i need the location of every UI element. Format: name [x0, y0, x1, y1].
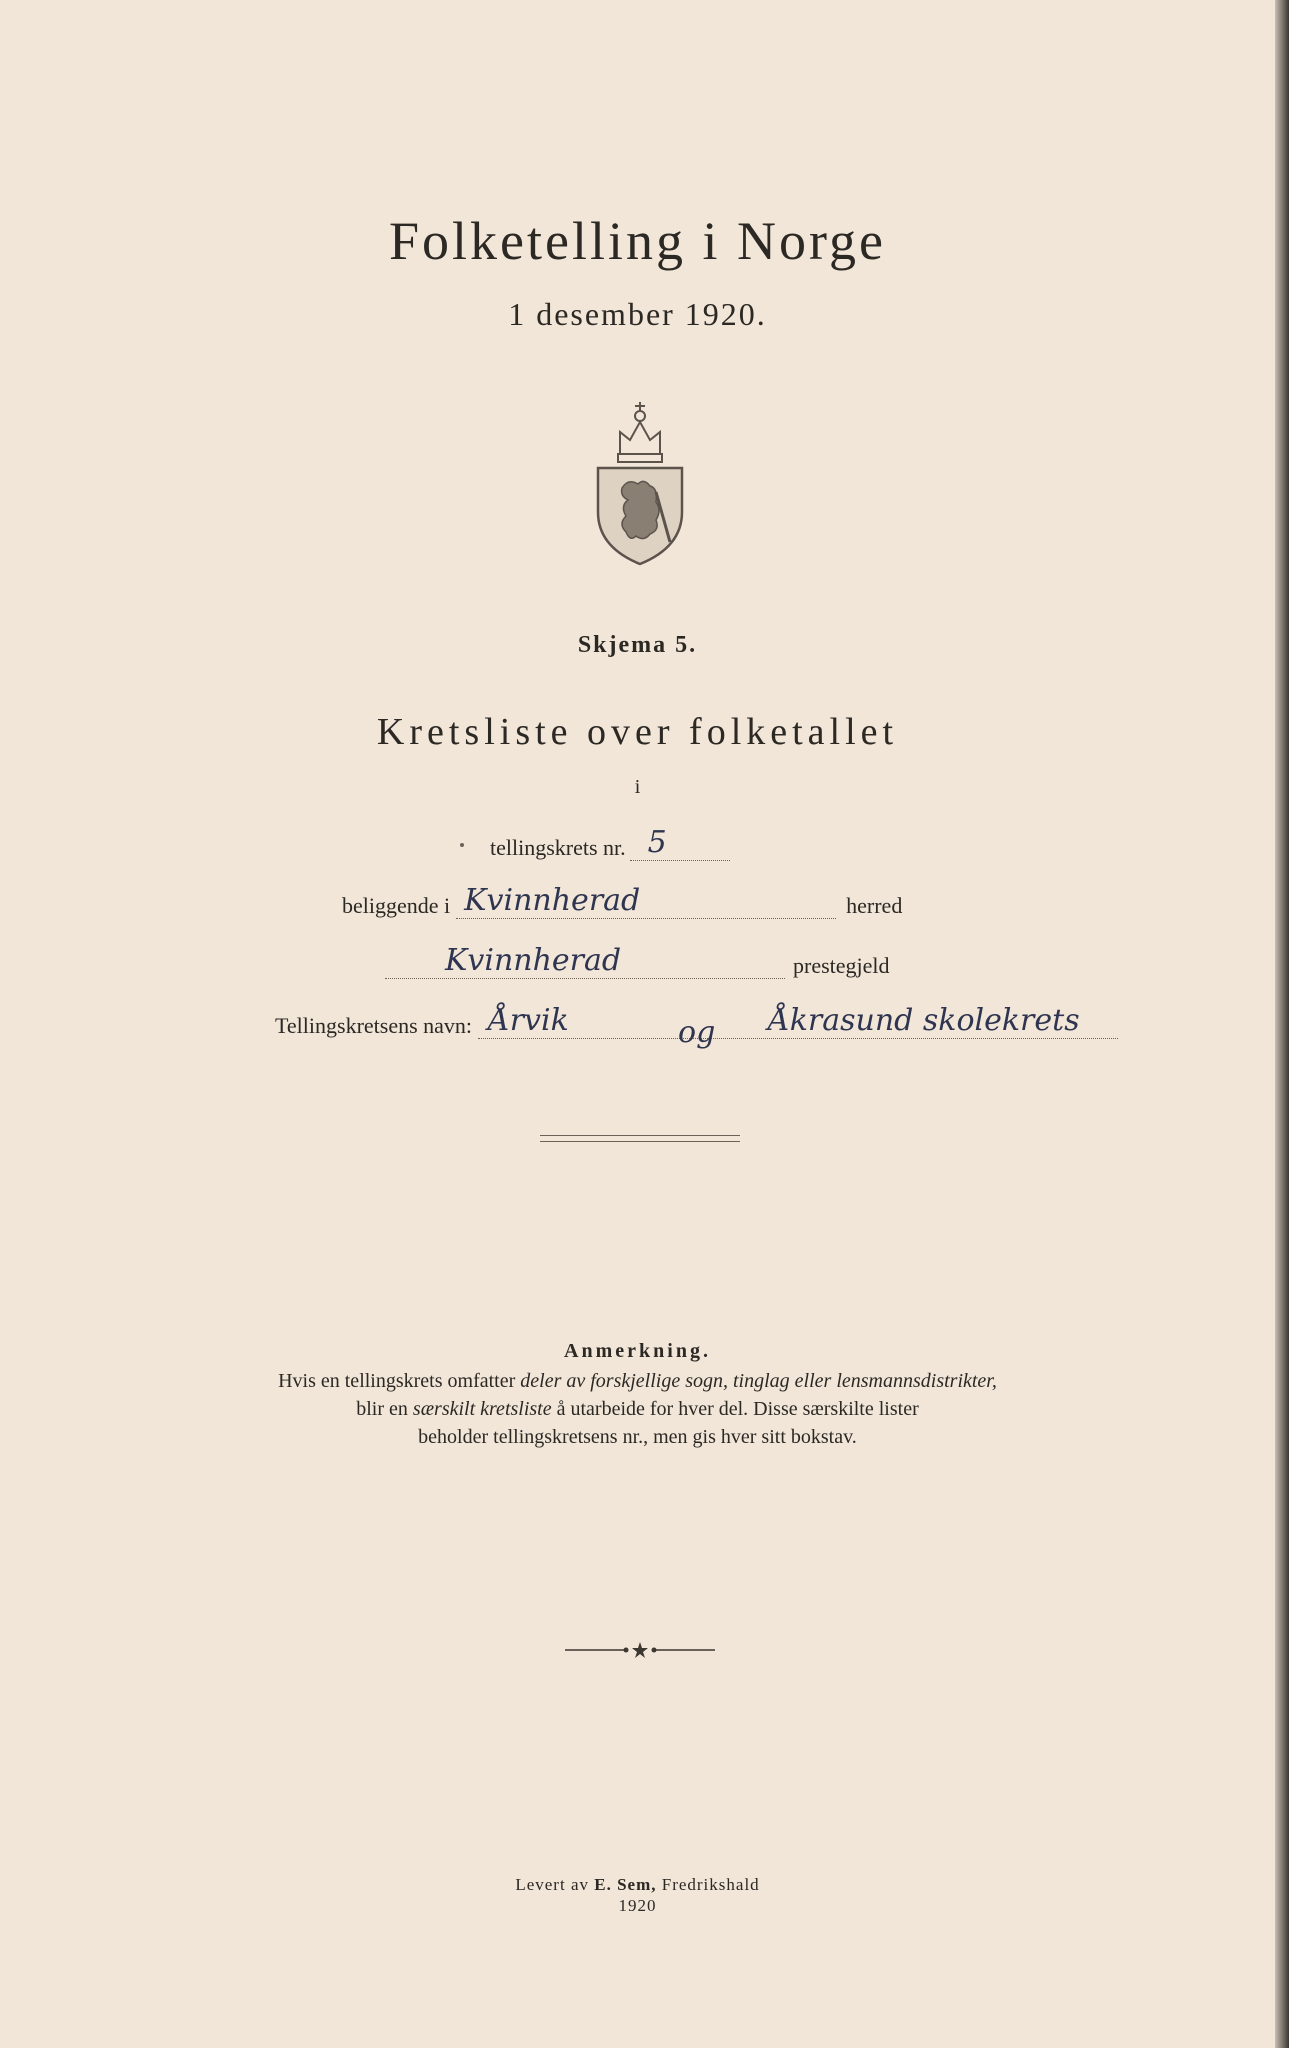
note-line-2-tail: å utarbeide for hver del. Disse særskilte lister	[551, 1398, 919, 1420]
double-divider-rule	[540, 1135, 740, 1142]
page-edge-shadow	[1275, 0, 1289, 2048]
norwegian-coat-of-arms-icon	[590, 392, 690, 572]
district-number-label: tellingskrets nr.	[490, 835, 626, 860]
municipality-field[interactable]	[456, 883, 836, 919]
district-name-row	[275, 1003, 1118, 1050]
note-line-1-emphasis: deler av forskjellige sogn, tinglag eller lensmannsdistrikter,	[520, 1370, 997, 1392]
form-title: Kretsliste over folketallet	[376, 711, 899, 753]
municipality-row	[342, 883, 903, 919]
note-heading: Anmerkning.	[564, 1340, 711, 1362]
note-line-2-emphasis: særskilt kretsliste	[412, 1398, 552, 1420]
district-name-label: Tellingskretsens navn:	[275, 1013, 473, 1038]
form-main-title: Folketelling i Norge	[389, 211, 886, 271]
located-in-label: beliggende i	[342, 893, 451, 918]
district-name-value-1: Årvik	[488, 1003, 569, 1038]
district-number-row	[490, 825, 730, 861]
parish-field[interactable]	[385, 943, 785, 979]
census-date: 1 desember 1920.	[508, 296, 767, 332]
parish-value: Kvinnherad	[445, 943, 622, 978]
printer-credit	[0, 1875, 1275, 1895]
district-name-value-3: Åkrasund skolekrets	[768, 1003, 1080, 1038]
district-number-field[interactable]	[630, 825, 730, 861]
note-line-3: beholder tellingskretsens nr., men gis hver sitt bokstav.	[418, 1426, 857, 1448]
district-name-value-2: og	[678, 1015, 716, 1050]
municipality-value: Kvinnherad	[464, 883, 641, 918]
note-line-1-text: Hvis en tellingskrets omfatter	[278, 1370, 521, 1392]
parish-row	[385, 943, 890, 979]
district-number-value: 5	[647, 825, 667, 860]
printer-place: Fredrikshald	[656, 1875, 760, 1894]
note-line-2	[0, 1395, 1275, 1423]
stray-ink-dot	[460, 843, 464, 847]
note-line-2-text: blir en	[356, 1398, 413, 1420]
district-name-field[interactable]	[478, 1003, 1118, 1050]
herred-label: herred	[846, 893, 903, 918]
connector-text: i	[634, 776, 641, 798]
printer-year: 1920	[618, 1896, 657, 1915]
printer-prefix: Levert av	[515, 1875, 595, 1894]
star-ornament-icon	[560, 1640, 720, 1660]
parish-label: prestegjeld	[793, 953, 890, 978]
note-line-1	[0, 1367, 1275, 1395]
printer-name: E. Sem,	[594, 1875, 657, 1894]
schema-number: Skjema 5.	[577, 632, 698, 658]
